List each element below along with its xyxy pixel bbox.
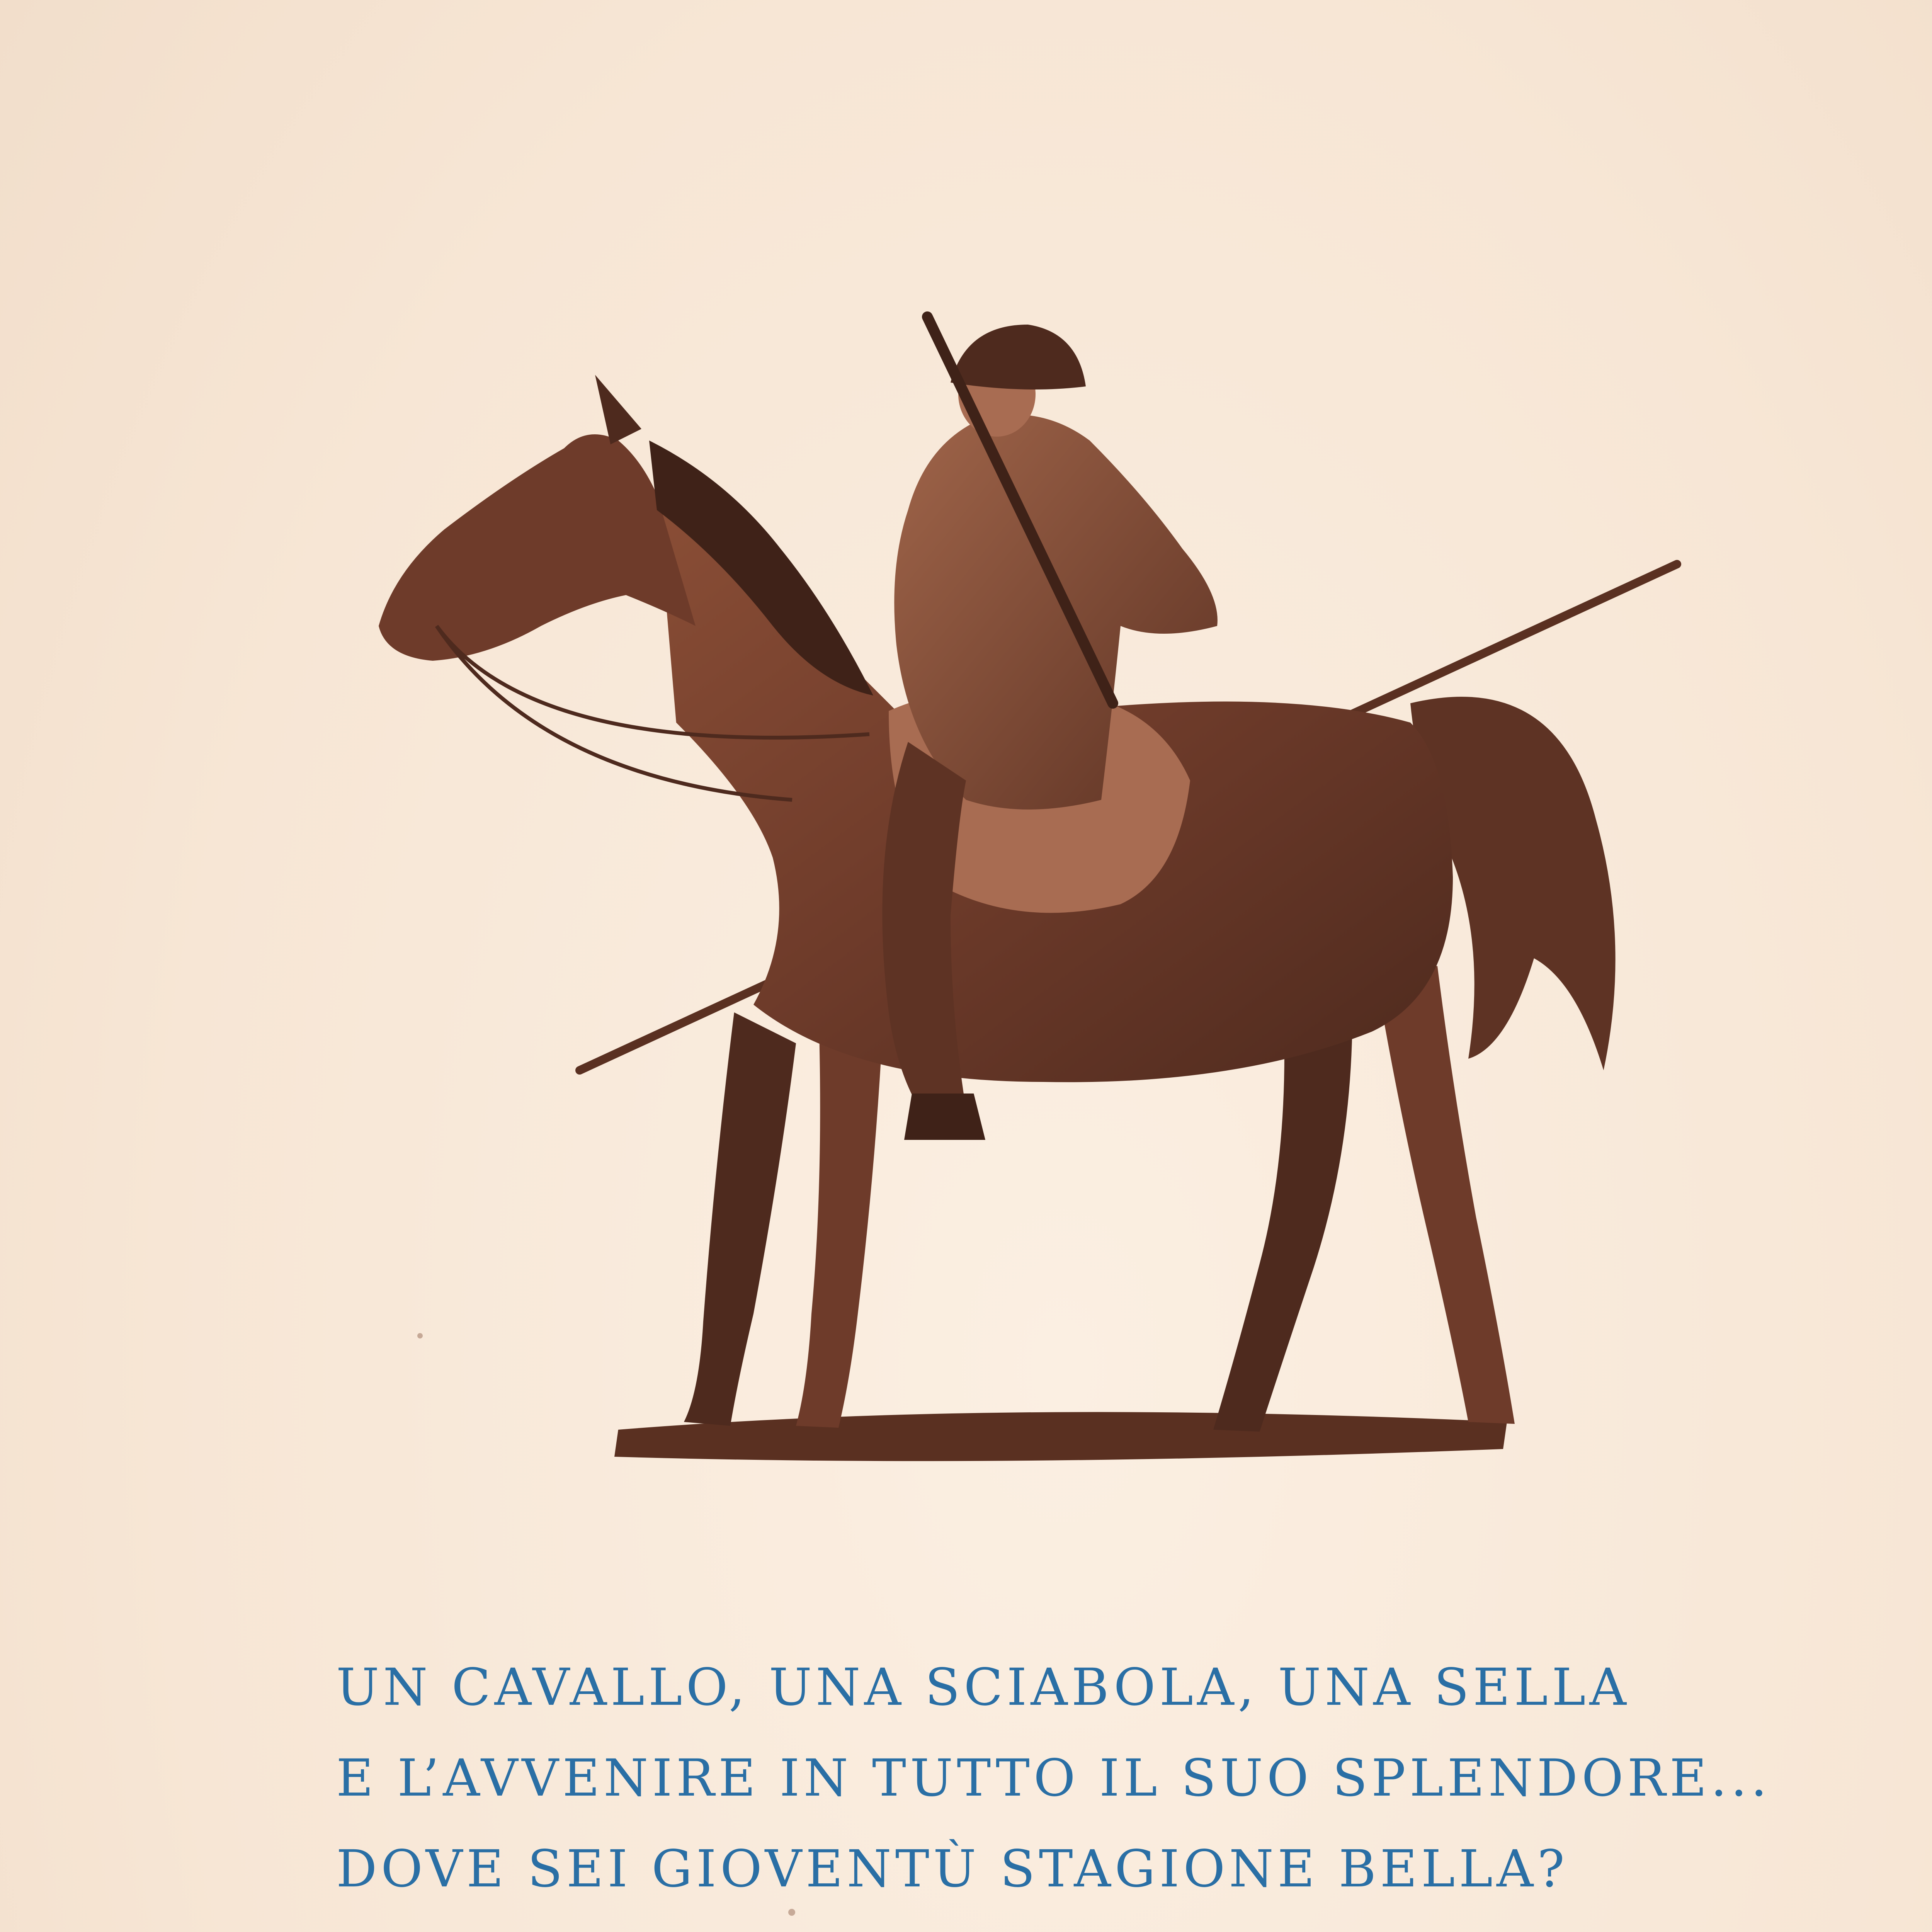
poem-line: E L’AVVENIRE IN TUTTO IL SUO SPLENDORE...: [336, 1748, 1771, 1808]
rider-boot: [904, 1094, 985, 1140]
rider-helmet: [951, 325, 1086, 389]
horse-leg: [684, 1012, 796, 1426]
horse-ear: [595, 375, 641, 444]
stanza-1: [336, 1642, 1920, 1915]
poem-line: UN CAVALLO, UNA SCIABOLA, UNA SELLA: [336, 1658, 1630, 1717]
horse-head: [379, 434, 696, 661]
cavalry-horseman-statue-icon: [270, 278, 1719, 1476]
poem-line: DOVE SEI GIOVENTÙ STAGIONE BELLA?: [336, 1839, 1569, 1899]
poem: [336, 1642, 1920, 1932]
horse-leg: [796, 1032, 881, 1428]
statue-base: [614, 1412, 1507, 1461]
